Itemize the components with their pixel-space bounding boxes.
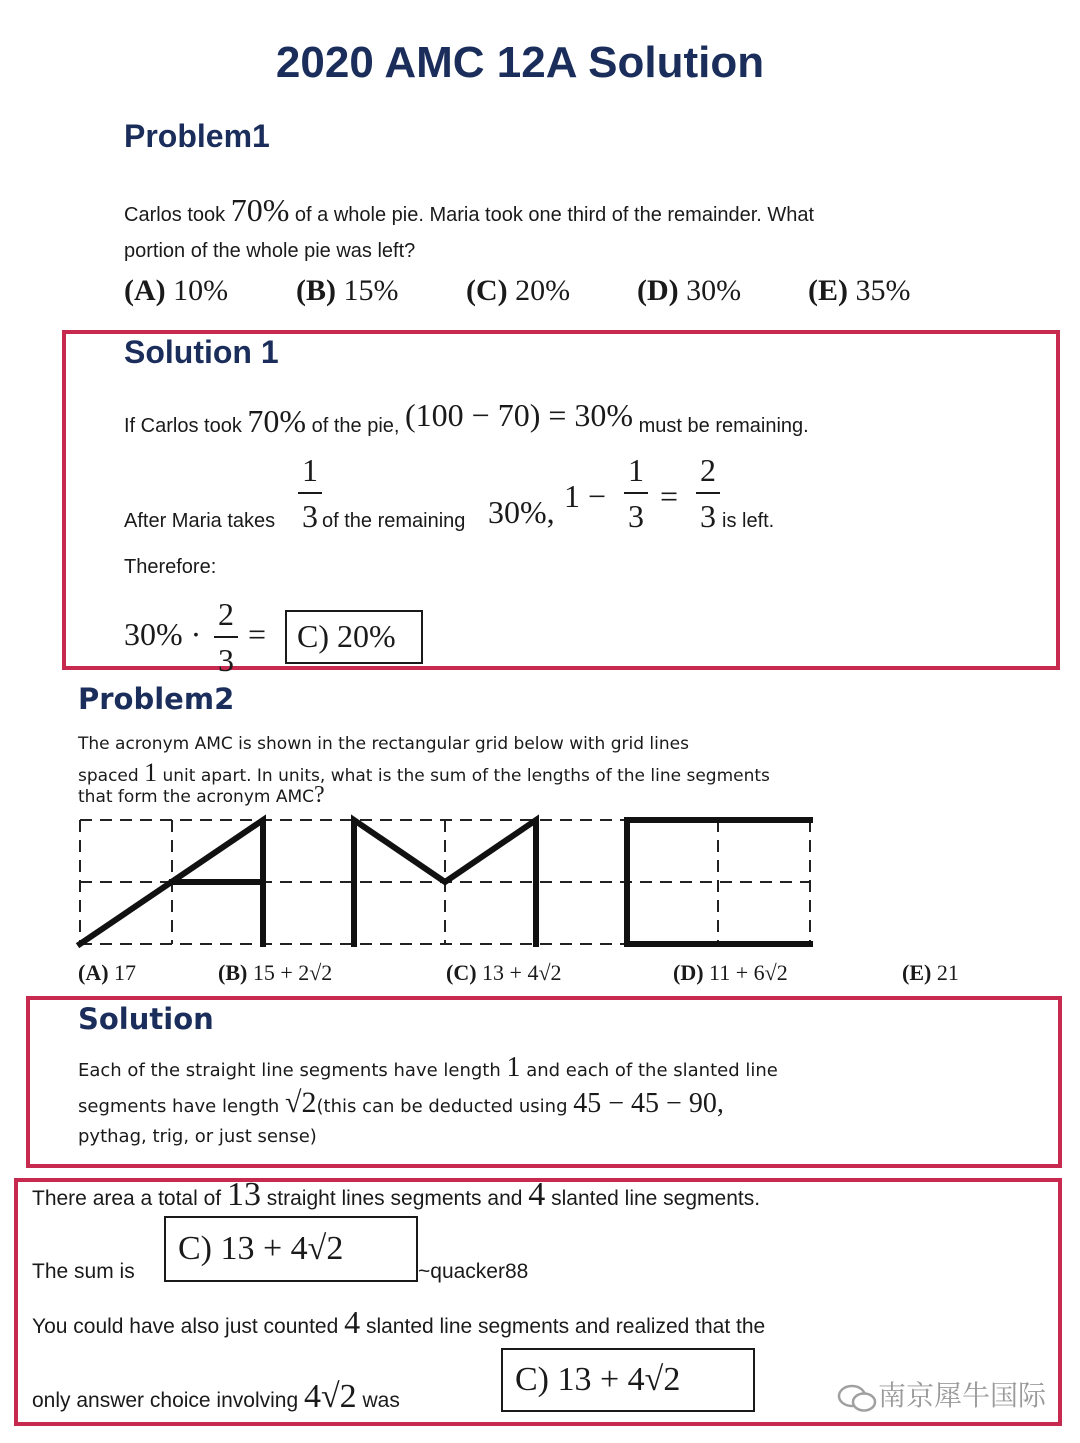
fraction-two-thirds-a: 2 3 <box>696 454 720 532</box>
wechat-icon <box>836 1383 878 1413</box>
problem1-line1: Carlos took 70% of a whole pie. Maria took one third of the remainder. What <box>124 192 815 228</box>
solution1-line1: If Carlos took 70% of the pie, (100 − 70) = 30% must be remaining. <box>124 397 809 439</box>
page-title: 2020 AMC 12A Solution <box>275 38 765 87</box>
solution3-author: ~quacker88 <box>418 1260 529 1283</box>
problem1-choice-e: (E) 35% <box>808 274 911 307</box>
problem1-choice-b: (B) 15% <box>296 274 399 307</box>
solution3-sum-label: The sum is <box>32 1260 135 1283</box>
solution2-line2: segments have length √2(this can be deducted using 45 − 45 − 90, <box>78 1086 724 1119</box>
solution3-answer-box-2 <box>501 1348 755 1412</box>
solution3-line3: You could have also just counted 4 slanted line segments and realized that the <box>32 1304 766 1340</box>
fraction-one-third-b: 1 3 <box>624 454 648 532</box>
problem2-choice-e: (E) 21 <box>902 960 959 985</box>
solution1-therefore: Therefore: <box>124 556 217 578</box>
solution1-equals: = <box>660 478 679 514</box>
problem2-choice-b: (B) 15 + 2√2 <box>218 960 333 985</box>
solution1-heading: Solution 1 <box>124 334 279 370</box>
solution2-line1: Each of the straight line segments have length 1 and each of the slanted line <box>78 1052 778 1083</box>
problem2-line2: spaced 1 unit apart. In units, what is the sum of the lengths of the line segments <box>78 758 770 787</box>
solution1-answer: C) 20% <box>297 618 396 654</box>
problem1-line2: portion of the whole pie was left? <box>124 240 416 262</box>
problem1-choice-d: (D) 30% <box>637 274 742 307</box>
solution1-final-equals: = <box>248 616 267 652</box>
problem1-choice-a: (A) 10% <box>124 274 229 307</box>
problem1-choice-c: (C) 20% <box>466 274 571 307</box>
solution1-line2-text-b: of the remaining <box>322 510 466 532</box>
watermark <box>836 1374 1046 1414</box>
solution2-line3: pythag, trig, or just sense) <box>78 1126 317 1147</box>
solution3-answer-2: C) 13 + 4√2 <box>515 1361 681 1398</box>
watermark-text: 南京犀牛国际 <box>878 1379 1047 1412</box>
solution1-line2-text-c: is left. <box>722 510 775 532</box>
solution1-line2-math: 30%, <box>488 494 555 530</box>
solution1-line2-text-a: After Maria takes <box>124 510 276 532</box>
problem2-heading: Problem2 <box>78 682 235 716</box>
problem2-line3: that form the acronym AMC? <box>78 782 325 808</box>
solution3-answer: C) 13 + 4√2 <box>178 1230 344 1267</box>
problem2-choice-a: (A) 17 <box>78 960 137 985</box>
fraction-one-third-a: 1 3 <box>298 454 322 532</box>
fraction-two-thirds-b: 2 3 <box>214 598 238 676</box>
solution2-heading: Solution <box>78 1002 214 1036</box>
problem2-choice-c: (C) 13 + 4√2 <box>446 960 562 985</box>
solution3-line4: only answer choice involving 4√2 was <box>32 1378 400 1415</box>
problem1-heading: Problem1 <box>124 118 270 154</box>
problem2-line1: The acronym AMC is shown in the rectangular grid below with grid lines <box>78 734 689 754</box>
solution1-final-lhs: 30% · <box>124 616 202 652</box>
problem2-choice-d: (D) 11 + 6√2 <box>673 960 788 985</box>
solution3-line1: There area a total of 13 straight lines segments and 4 slanted line segments. <box>32 1176 761 1213</box>
solution1-one-minus: 1 − <box>564 478 607 514</box>
solution3-answer-box <box>164 1216 418 1282</box>
